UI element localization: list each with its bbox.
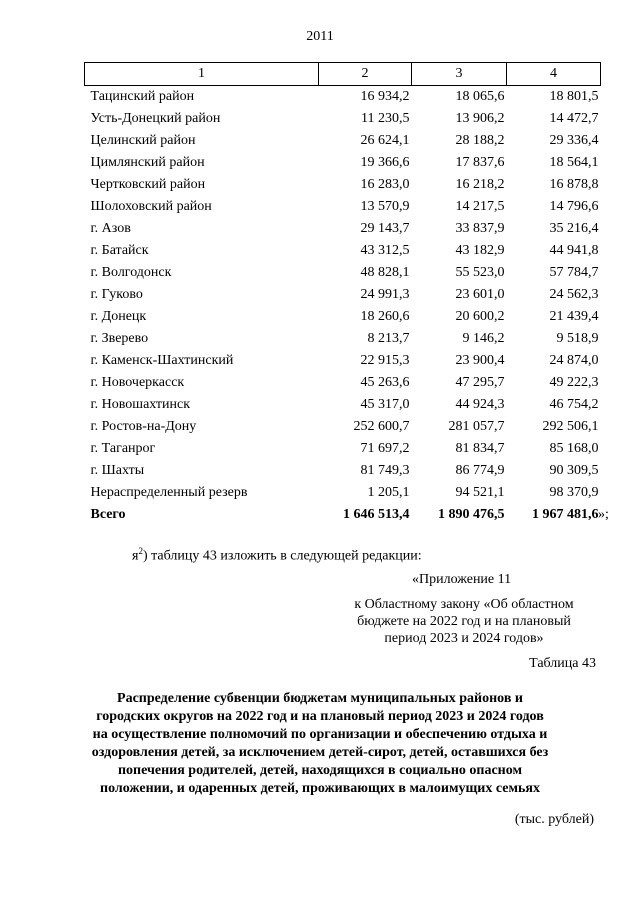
municipality-name-cell: Шолоховский район: [90, 199, 212, 214]
value-2023-cell: 9 146,2: [462, 331, 505, 346]
municipality-name-cell: Тацинский район: [90, 89, 195, 104]
column-header-4: 4: [507, 63, 601, 86]
value-2022-cell: 1 646 513,4: [343, 507, 410, 522]
value-2024-cell: 90 309,5: [549, 463, 599, 478]
value-2023-cell: 14 217,5: [455, 199, 505, 214]
municipality-name-cell: г. Каменск-Шахтинский: [90, 353, 234, 368]
table-row: [85, 174, 601, 196]
value-2022-cell: 16 934,2: [360, 89, 410, 104]
table-row: [85, 306, 601, 328]
column-header-3: 3: [412, 63, 507, 86]
table-title-line: оздоровления детей, за исключением детей-сирот, детей, оставшихся без: [91, 745, 549, 760]
municipality-name-cell: Всего: [90, 507, 126, 522]
value-2023-cell: 33 837,9: [455, 221, 505, 236]
amendment-prefix: я: [132, 548, 139, 564]
table-row: [85, 262, 601, 284]
table-row: [85, 240, 601, 262]
municipality-name-cell: г. Ростов-на-Дону: [90, 419, 197, 434]
value-2024-cell: 1 967 481,6: [532, 507, 599, 522]
table-title-line: Распределение субвенции бюджетам муниципальных районов и: [117, 691, 523, 706]
table-row: [85, 416, 601, 438]
table-row: [85, 350, 601, 372]
value-2024-cell: 29 336,4: [549, 133, 599, 148]
value-2024-cell: 24 874,0: [549, 353, 599, 368]
value-2022-cell: 16 283,0: [360, 177, 410, 192]
table-row: [85, 284, 601, 306]
value-2024-cell: 9 518,9: [556, 331, 599, 346]
appendix-title: «Приложение 11: [412, 572, 512, 587]
value-2023-cell: 81 834,7: [455, 441, 505, 456]
value-2024-cell: 292 506,1: [542, 419, 599, 434]
value-2023-cell: 281 057,7: [448, 419, 505, 434]
value-2023-cell: 18 065,6: [455, 89, 505, 104]
value-2024-cell: 49 222,3: [549, 375, 599, 390]
municipality-name-cell: г. Волгодонск: [90, 265, 172, 280]
municipality-name-cell: Нераспределенный резерв: [90, 485, 248, 500]
value-2022-cell: 45 263,6: [360, 375, 410, 390]
value-2022-cell: 18 260,6: [360, 309, 410, 324]
value-2022-cell: 45 317,0: [360, 397, 410, 412]
value-2023-cell: 20 600,2: [455, 309, 505, 324]
value-2023-cell: 43 182,9: [455, 243, 505, 258]
table-row: [85, 394, 601, 416]
value-2023-cell: 94 521,1: [455, 485, 505, 500]
table-row: [85, 108, 601, 130]
amendment-superscript: 2: [138, 546, 143, 556]
page-number: 2011: [306, 29, 334, 44]
table-row: [85, 218, 601, 240]
closing-quote: »;: [598, 507, 609, 522]
municipality-name-cell: г. Донецк: [90, 309, 147, 324]
municipality-name-cell: Целинский район: [90, 133, 196, 148]
column-header-2: 2: [319, 63, 412, 86]
appendix-reference: [340, 596, 588, 647]
value-2024-cell: 14 796,6: [549, 199, 599, 214]
value-2024-cell: 46 754,2: [549, 397, 599, 412]
table-row: [85, 372, 601, 394]
value-2022-cell: 24 991,3: [360, 287, 410, 302]
value-2022-cell: 22 915,3: [360, 353, 410, 368]
value-2022-cell: 8 213,7: [367, 331, 410, 346]
municipality-name-cell: г. Новошахтинск: [90, 397, 191, 412]
amendment-body: ) таблицу 43 изложить в следующей редакции:: [142, 548, 422, 564]
table-title-line: попечения родителей, детей, находящихся в социально опасном: [117, 763, 523, 778]
municipality-name-cell: г. Зверево: [90, 331, 149, 346]
value-2023-cell: 23 601,0: [455, 287, 505, 302]
value-2022-cell: 26 624,1: [360, 133, 410, 148]
amendment-text: [132, 546, 422, 565]
value-2022-cell: 13 570,9: [360, 199, 410, 214]
table-row: [85, 130, 601, 152]
table-title-line: на осуществление полномочий по организации и обеспечению отдыха и: [92, 727, 548, 742]
appendix-ref-line: к Областному закону «Об областном: [354, 597, 574, 612]
subvention-table: [84, 62, 601, 526]
value-2023-cell: 17 837,6: [455, 155, 505, 170]
table-title-line: положении, и одаренных детей, проживающих в малоимущих семьях: [100, 781, 540, 796]
table-body: [85, 86, 601, 527]
value-2024-cell: 57 784,7: [549, 265, 599, 280]
table-row: [85, 152, 601, 174]
value-2022-cell: 43 312,5: [360, 243, 410, 258]
value-2024-cell: 85 168,0: [549, 441, 599, 456]
value-2023-cell: 28 188,2: [455, 133, 505, 148]
value-2023-cell: 1 890 476,5: [438, 507, 505, 522]
table-row: [85, 460, 601, 482]
value-2024-cell: 16 878,8: [549, 177, 599, 192]
table-row: [85, 438, 601, 460]
value-2024-cell: 18 564,1: [549, 155, 599, 170]
value-2024-cell: 14 472,7: [549, 111, 599, 126]
table-label: Таблица 43: [529, 656, 596, 671]
column-header-1: 1: [85, 63, 319, 86]
value-2024-cell: 21 439,4: [549, 309, 599, 324]
table-title-line: городских округов на 2022 год и на плановый период 2023 и 2024 годов: [96, 709, 544, 724]
municipality-name-cell: г. Батайск: [90, 243, 149, 258]
value-2023-cell: 16 218,2: [455, 177, 505, 192]
value-2022-cell: 11 230,5: [361, 111, 410, 126]
municipality-name-cell: г. Таганрог: [90, 441, 156, 456]
value-2023-cell: 23 900,4: [455, 353, 505, 368]
appendix-ref-line: период 2023 и 2024 годов»: [384, 631, 544, 646]
table-row: [85, 482, 601, 504]
value-2023-cell: 44 924,3: [455, 397, 505, 412]
municipality-name-cell: г. Азов: [90, 221, 131, 236]
table-header-row: [85, 63, 601, 86]
table-row: [85, 86, 601, 109]
municipality-name-cell: Чертковский район: [90, 177, 206, 192]
value-2022-cell: 81 749,3: [360, 463, 410, 478]
table-row: [85, 328, 601, 350]
value-2022-cell: 48 828,1: [360, 265, 410, 280]
value-2023-cell: 47 295,7: [455, 375, 505, 390]
units-label: (тыс. рублей): [514, 812, 594, 827]
table-total-row: [85, 504, 601, 526]
municipality-name-cell: г. Новочеркасск: [90, 375, 185, 390]
value-2022-cell: 29 143,7: [360, 221, 410, 236]
value-2022-cell: 19 366,6: [360, 155, 410, 170]
value-2024-cell: 24 562,3: [549, 287, 599, 302]
value-2023-cell: 13 906,2: [455, 111, 505, 126]
value-2022-cell: 252 600,7: [353, 419, 410, 434]
value-2024-cell: 98 370,9: [549, 485, 599, 500]
appendix-ref-line: бюджете на 2022 год и на плановый: [357, 614, 571, 629]
municipality-name-cell: г. Шахты: [90, 463, 145, 478]
municipality-name-cell: г. Гуково: [90, 287, 143, 302]
municipality-name-cell: Усть-Донецкий район: [90, 111, 221, 126]
value-2024-cell: 18 801,5: [549, 89, 599, 104]
table-row: [85, 196, 601, 218]
value-2022-cell: 71 697,2: [360, 441, 410, 456]
municipality-name-cell: Цимлянский район: [90, 155, 205, 170]
table-title: [72, 690, 568, 798]
value-2023-cell: 86 774,9: [455, 463, 505, 478]
value-2022-cell: 1 205,1: [367, 485, 410, 500]
value-2024-cell: 44 941,8: [549, 243, 599, 258]
value-2024-cell: 35 216,4: [549, 221, 599, 236]
value-2023-cell: 55 523,0: [455, 265, 505, 280]
